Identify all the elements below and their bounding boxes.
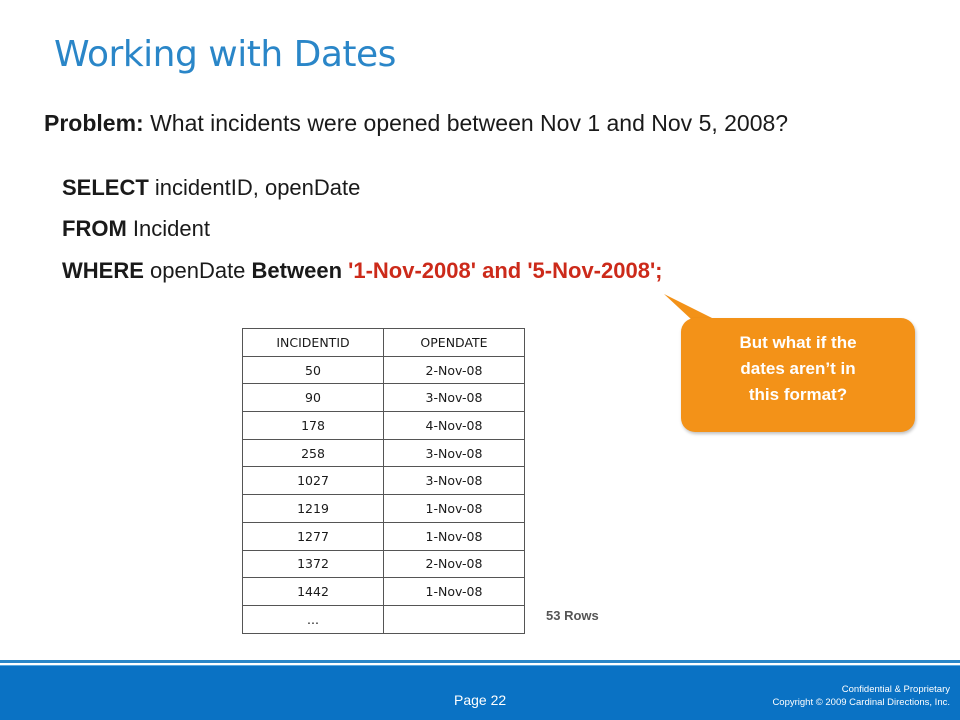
- table-row: [243, 522, 525, 550]
- cell-incidentid: 258: [243, 439, 384, 467]
- results-table: [242, 328, 525, 634]
- table-row: [243, 578, 525, 606]
- sql-from-table: Incident: [126, 216, 210, 241]
- cell-incidentid: 50: [243, 356, 384, 384]
- confidential-label: Confidential & Proprietary: [841, 684, 950, 695]
- copyright-label: Copyright © 2009 Cardinal Directions, Inc.: [772, 697, 950, 708]
- cell-opendate: 2-Nov-08: [384, 356, 525, 384]
- cell-opendate: 1-Nov-08: [384, 495, 525, 523]
- sql-line-from: [62, 216, 210, 242]
- sql-where-column: openDate: [143, 258, 252, 283]
- slide-title: Working with Dates: [54, 34, 396, 75]
- table-row: [243, 467, 525, 495]
- header-opendate: OPENDATE: [384, 329, 525, 357]
- sql-keyword-select: SELECT: [62, 175, 149, 200]
- cell-opendate: 3-Nov-08: [384, 467, 525, 495]
- cell-opendate: [384, 605, 525, 633]
- sql-line-where: [62, 258, 663, 284]
- table-row-ellipsis: [243, 605, 525, 633]
- problem-text: What incidents were opened between Nov 1 and Nov 5, 2008?: [143, 110, 789, 136]
- cell-incidentid: 1027: [243, 467, 384, 495]
- sql-keyword-from: FROM: [62, 216, 127, 241]
- results-header-row: [243, 329, 525, 357]
- cell-opendate: 3-Nov-08: [384, 384, 525, 412]
- problem-statement: [44, 110, 788, 137]
- table-row: [243, 439, 525, 467]
- cell-incidentid: 1442: [243, 578, 384, 606]
- cell-opendate: 2-Nov-08: [384, 550, 525, 578]
- cell-incidentid: 90: [243, 384, 384, 412]
- table-row: [243, 550, 525, 578]
- cell-opendate: 1-Nov-08: [384, 578, 525, 606]
- sql-date-literals: '1-Nov-2008' and '5-Nov-2008';: [342, 258, 663, 283]
- sql-line-select: [62, 175, 360, 201]
- cell-opendate: 4-Nov-08: [384, 412, 525, 440]
- cell-incidentid: 1219: [243, 495, 384, 523]
- sql-keyword-where: WHERE: [62, 258, 144, 283]
- cell-opendate: 3-Nov-08: [384, 439, 525, 467]
- table-row: [243, 412, 525, 440]
- cell-incidentid: ...: [243, 605, 384, 633]
- footer-legal: [772, 683, 950, 709]
- row-count-label: 53 Rows: [546, 608, 599, 623]
- callout-line: But what if the: [739, 333, 857, 352]
- callout-line: this format?: [748, 385, 848, 404]
- table-row: [243, 384, 525, 412]
- cell-opendate: 1-Nov-08: [384, 522, 525, 550]
- footer-bar: [0, 665, 960, 720]
- table-row: [243, 356, 525, 384]
- cell-incidentid: 178: [243, 412, 384, 440]
- callout-bubble: [681, 318, 915, 432]
- sql-keyword-between: Between: [251, 258, 343, 283]
- header-incidentid: INCIDENTID: [243, 329, 384, 357]
- callout-line: dates aren’t in: [740, 359, 856, 378]
- sql-select-columns: incidentID, openDate: [148, 175, 361, 200]
- table-row: [243, 495, 525, 523]
- cell-incidentid: 1277: [243, 522, 384, 550]
- cell-incidentid: 1372: [243, 550, 384, 578]
- page-number: Page 22: [454, 692, 507, 708]
- problem-label: Problem:: [44, 110, 144, 136]
